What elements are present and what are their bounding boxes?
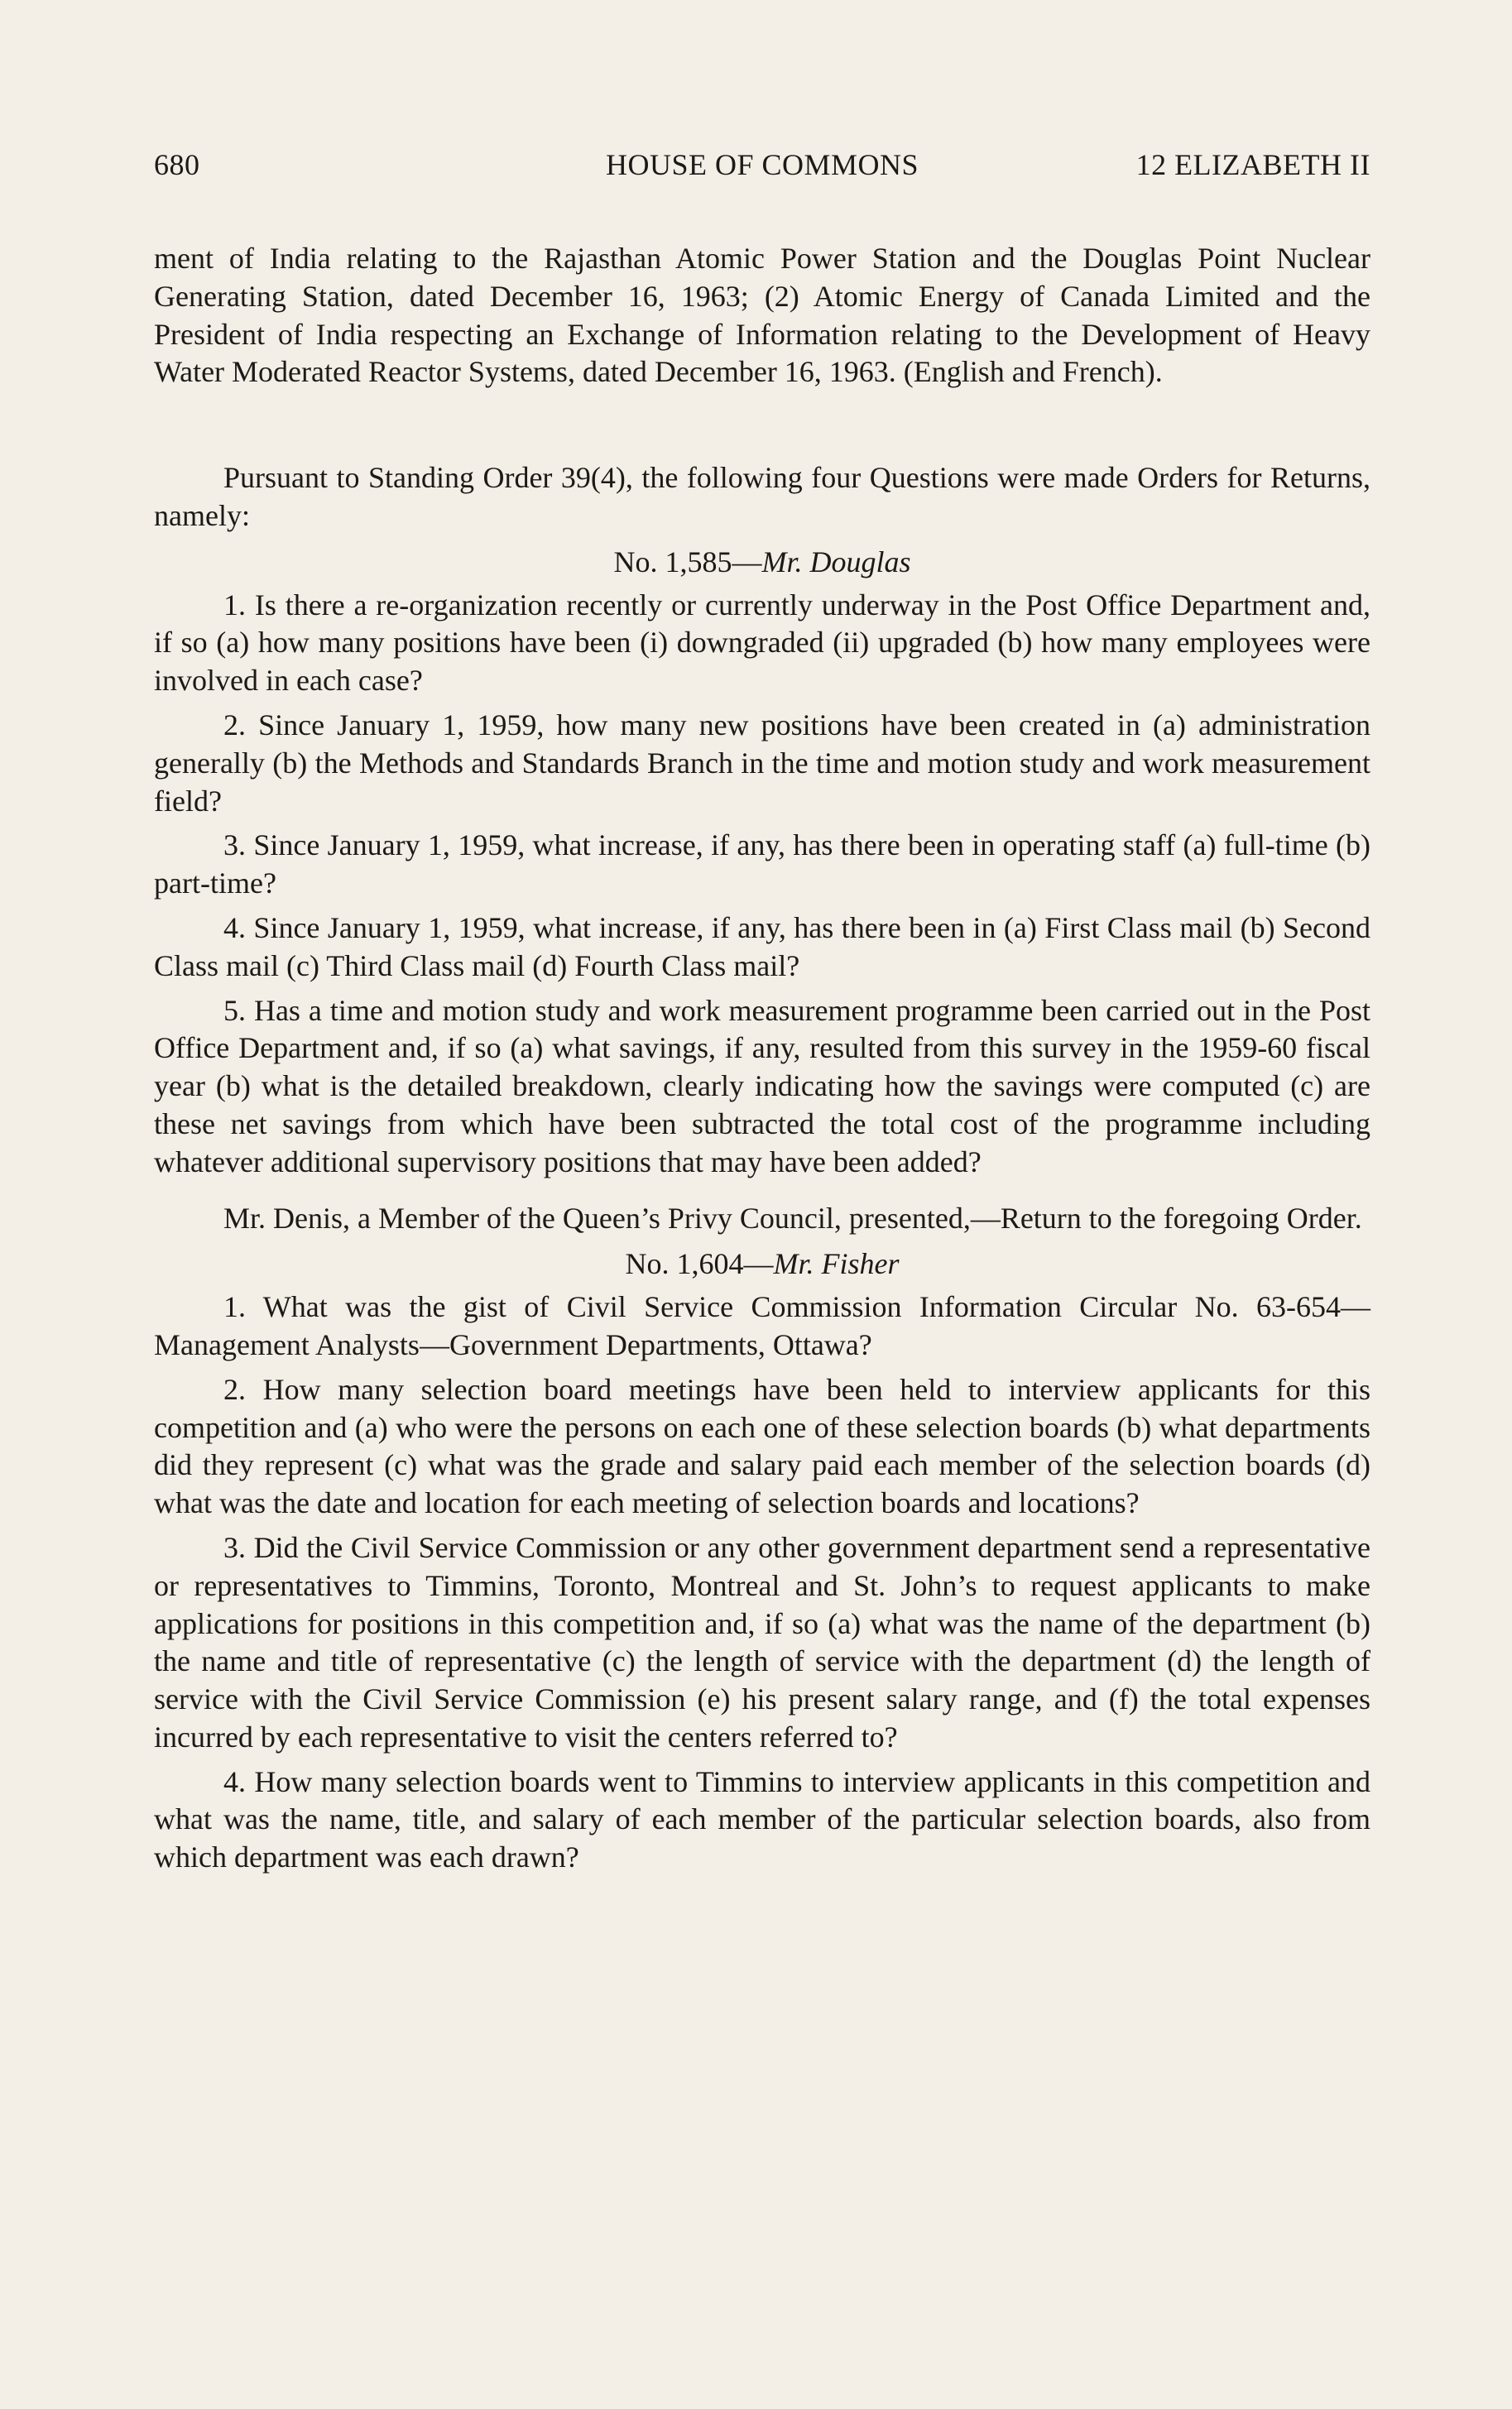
running-title: HOUSE OF COMMONS xyxy=(605,148,919,181)
question-number: No. 1,604— xyxy=(625,1247,774,1281)
page-body xyxy=(154,240,1370,1877)
pursuant-paragraph: Pursuant to Standing Order 39(4), the following four Questions were made Orders for Returns, namely: xyxy=(154,461,1370,532)
question-item: 2. Since January 1, 1959, how many new positions have been created in (a) administration generally (b) the Methods and Standards Branch in the time and motion study and work measurement field? xyxy=(154,708,1370,818)
return-paragraph: Mr. Denis, a Member of the Queen’s Privy Council, presented,—Return to the foregoing Order. xyxy=(223,1201,1362,1235)
question-item: 4. How many selection boards went to Timmins to interview applicants in this competition and what was the name, title, and salary of each member of the particular selection boards, also from which department was each drawn? xyxy=(154,1764,1370,1874)
question-member: Mr. Douglas xyxy=(761,545,911,578)
question-member: Mr. Fisher xyxy=(773,1247,900,1281)
question-item: 4. Since January 1, 1959, what increase, if any, has there been in (a) First Class mail (b) Second Class mail (c) Third Class mail (d) Fourth Class mail? xyxy=(154,910,1370,982)
question-item: 3. Did the Civil Service Commission or any other government department send a representative or representatives to Timmins, Toronto, Montreal and St. John’s to request applicants to make applications for positions in this competition and, if so (a) what was the name of the department (b) the name and title of representative (c) the length of service with the department (d) the length of service with the Civil Service Commission (e) his present salary range, and (f) the total expenses incurred by each representative to visit the centers referred to? xyxy=(154,1530,1370,1754)
regnal-year: 12 ELIZABETH II xyxy=(1135,148,1370,181)
section-spacer xyxy=(154,391,1370,459)
page-header xyxy=(154,147,1370,194)
page-number: 680 xyxy=(154,148,200,181)
question-heading-1585 xyxy=(154,544,1370,582)
question-item: 1. What was the gist of Civil Service Commission Information Circular No. 63-654—Management Analysts—Government Departments, Ottawa? xyxy=(154,1290,1370,1361)
intro-paragraph: ment of India relating to the Rajasthan Atomic Power Station and the Douglas Point Nuclear Generating Station, dated December 16, 1963; (2) Atomic Energy of Canada Limited and the President of India respecting an Exchange of Information relating to the Development of Heavy Water Moderated Reactor Systems, dated December 16, 1963. (English and French). xyxy=(154,242,1370,389)
question-heading-1604 xyxy=(154,1245,1370,1284)
question-item: 1. Is there a re-organization recently or currently underway in the Post Office Department and, if so (a) how many positions have been (i) downgraded (ii) upgraded (b) how many employees were involved in each case? xyxy=(154,588,1370,698)
question-item: 5. Has a time and motion study and work measurement programme been carried out in the Post Office Department and, if so (a) what savings, if any, resulted from this survey in the 1959-60 fiscal year (b) what is the detailed breakdown, clearly indicating how the savings were computed (c) are these net savings from which have been subtracted the total cost of the programme including whatever additional supervisory positions that may have been added? xyxy=(154,993,1370,1178)
question-item: 2. How many selection board meetings have been held to interview applicants for this competition and (a) who were the persons on each one of these selection boards (b) what departments did they represent (c) what was the grade and salary paid each member of the selection boards (d) what was the date and location for each meeting of selection boards and locations? xyxy=(154,1372,1370,1520)
question-number: No. 1,585— xyxy=(613,545,762,578)
question-item: 3. Since January 1, 1959, what increase, if any, has there been in operating staff (a) full-time (b) part-time? xyxy=(154,828,1370,900)
section-spacer xyxy=(154,1182,1370,1200)
